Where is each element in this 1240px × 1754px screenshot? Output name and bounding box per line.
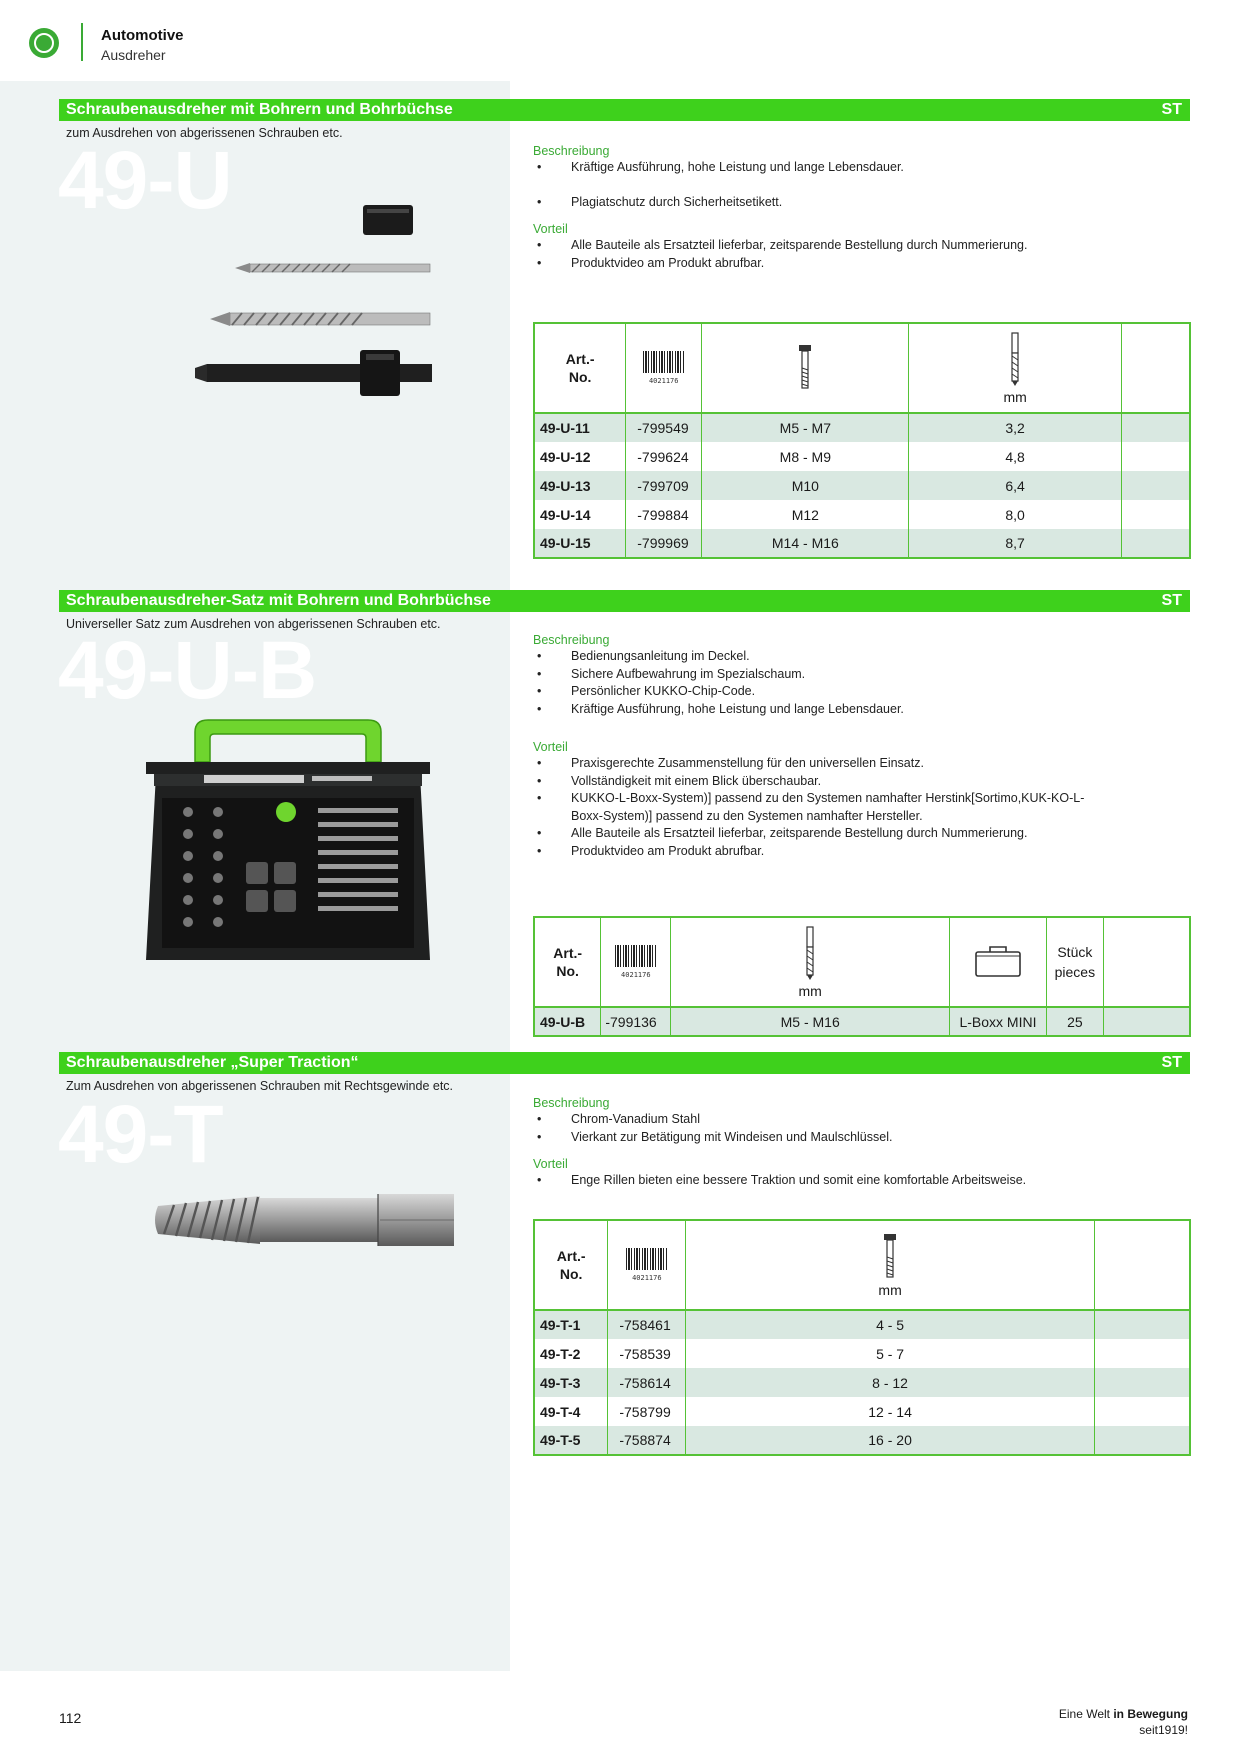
article-number: 49-T-1: [534, 1310, 608, 1339]
article-table-49-u: [533, 322, 1191, 559]
beschreibung-item: • Vierkant zur Betätigung mit Windeisen und Maulschlüssel.: [533, 1129, 1093, 1147]
beschreibung-item: • Plagiatschutz durch Sicherheitsetikett.: [533, 194, 1093, 212]
article-table-49-u-b: [533, 916, 1191, 1037]
pieces-label-en: pieces: [1054, 964, 1096, 980]
article-number: 49-U-B: [534, 1007, 601, 1036]
ean-suffix: -758799: [608, 1397, 686, 1426]
empty-cell: [1094, 1397, 1190, 1426]
ean-suffix: -799969: [626, 529, 702, 558]
kukko-logo-mark: [34, 33, 54, 53]
screw-size-header: [702, 323, 909, 413]
article-number: 49-T-4: [540, 1403, 581, 1420]
big-article-number: 49-T: [58, 1089, 223, 1180]
screw-size: 16 - 20: [686, 1426, 1095, 1455]
vorteil-heading: Vorteil: [533, 1157, 568, 1171]
ean-suffix: -758461: [608, 1310, 686, 1339]
beschreibung-item: • Kräftige Ausführung, hohe Leistung und lange Lebensdauer.: [533, 159, 1093, 177]
ean-suffix: -799709: [626, 471, 702, 500]
description-block: [533, 144, 1093, 272]
screw-size: M10: [702, 471, 909, 500]
drill-diameter: 8,7: [909, 529, 1121, 558]
barcode-number: 4021176: [632, 1273, 662, 1282]
st-badge: ST: [1161, 101, 1182, 118]
screw-size: 4 - 5: [686, 1310, 1095, 1339]
barcode-icon: [624, 1246, 670, 1282]
product-image-drills-extractor: [190, 200, 450, 410]
product-image-super-traction: [150, 1190, 460, 1250]
vorteil-heading: Vorteil: [533, 740, 568, 754]
barcode-header: [601, 917, 671, 1007]
ean-suffix: -758874: [608, 1426, 686, 1455]
empty-cell: [1121, 413, 1190, 442]
empty-cell: [1094, 1339, 1190, 1368]
unit-label: mm: [798, 982, 822, 999]
art-no-header: [534, 323, 626, 413]
pieces-label-de: Stück: [1057, 944, 1093, 960]
art-label: Art.-: [556, 1248, 586, 1264]
empty-header: [1103, 917, 1190, 1007]
section-subtitle: Universeller Satz zum Ausdrehen von abgerissenen Schrauben etc.: [66, 617, 441, 631]
article-number: 49-U-14: [540, 506, 591, 523]
empty-cell: [1121, 529, 1190, 558]
barcode-icon: [641, 349, 687, 385]
size-range: M5 - M16: [671, 1007, 950, 1036]
art-no-header: [534, 1220, 608, 1310]
drill-bit-icon: [1008, 332, 1022, 386]
beschreibung-item: • Sichere Aufbewahrung im Spezialschaum.: [533, 666, 1093, 684]
beschreibung-item: • Chrom-Vanadium Stahl: [533, 1111, 1093, 1129]
vorteil-item: • Enge Rillen bieten eine bessere Traktion und somit eine komfortable Arbeitsweise.: [533, 1172, 1093, 1190]
section-title-bar: [59, 590, 1190, 612]
table-row: [534, 500, 1190, 529]
drill-diameter: 8,0: [909, 500, 1121, 529]
art-label: Art.-: [565, 351, 595, 367]
empty-cell: [1094, 1426, 1190, 1455]
no-label: No.: [568, 369, 592, 385]
article-table-49-t: [533, 1219, 1191, 1456]
screw-size: M12: [702, 500, 909, 529]
empty-cell: [1121, 471, 1190, 500]
pieces-header: [1046, 917, 1103, 1007]
empty-cell: [1094, 1368, 1190, 1397]
empty-cell: [1121, 500, 1190, 529]
article-number: 49-T-2: [540, 1345, 581, 1362]
case-header: [950, 917, 1047, 1007]
table-header-row: [534, 323, 1190, 413]
screw-size: 8 - 12: [686, 1368, 1095, 1397]
empty-header: [1094, 1220, 1190, 1310]
big-article-number: 49-U: [58, 135, 232, 226]
article-number: 49-U-15: [534, 529, 626, 558]
ean-suffix: -758614: [608, 1368, 686, 1397]
table-header-row: [534, 1220, 1190, 1310]
footer-claim: [1059, 1706, 1188, 1738]
article-number: 49-U-12: [540, 448, 591, 465]
size-range-header: [671, 917, 950, 1007]
section-title: Schraubenausdreher „Super Traction“: [66, 1054, 359, 1071]
section-subtitle: zum Ausdrehen von abgerissenen Schrauben etc.: [66, 126, 343, 140]
page-number: 112: [59, 1710, 82, 1726]
table-row: [534, 1397, 1190, 1426]
unit-label: mm: [878, 1281, 902, 1298]
no-label: No.: [556, 963, 579, 979]
st-badge: ST: [1161, 1054, 1182, 1071]
vorteil-item: • Produktvideo am Produkt abrufbar.: [533, 255, 1093, 273]
beschreibung-item: • Bedienungsanleitung im Deckel.: [533, 648, 1093, 666]
st-badge: ST: [1161, 592, 1182, 609]
screw-icon: [797, 344, 813, 390]
article-number: 49-T-5: [534, 1426, 608, 1455]
header-divider: [81, 23, 83, 61]
ean-suffix: -799884: [626, 500, 702, 529]
beschreibung-heading: Beschreibung: [533, 633, 610, 647]
empty-header: [1121, 323, 1190, 413]
empty-cell: [1121, 442, 1190, 471]
ean-suffix: -799549: [626, 413, 702, 442]
header-category: Automotive: [101, 27, 184, 44]
screw-size: M8 - M9: [702, 442, 909, 471]
section-title: Schraubenausdreher-Satz mit Bohrern und Bohrbüchse: [66, 592, 491, 609]
table-row: [534, 1426, 1190, 1455]
screw-size: M14 - M16: [702, 529, 909, 558]
ean-suffix: -799136: [601, 1007, 671, 1036]
empty-cell: [1094, 1310, 1190, 1339]
piece-count: 25: [1046, 1007, 1103, 1036]
drill-diameter-header: [909, 323, 1121, 413]
drill-diameter: 3,2: [909, 413, 1121, 442]
art-no-header: [534, 917, 601, 1007]
section-subtitle: Zum Ausdrehen von abgerissenen Schrauben mit Rechtsgewinde etc.: [66, 1079, 454, 1093]
vorteil-item: • Vollständigkeit mit einem Blick überschaubar.: [533, 773, 1093, 791]
drill-diameter: 4,8: [909, 442, 1121, 471]
article-number: 49-U-11: [534, 413, 626, 442]
article-number: 49-T-3: [534, 1368, 608, 1397]
section-title-bar: [59, 99, 1190, 121]
table-row: [534, 1339, 1190, 1368]
table-row: [534, 413, 1190, 442]
ean-suffix: -758539: [608, 1339, 686, 1368]
table-row: [534, 1310, 1190, 1339]
drill-bit-icon: [803, 926, 817, 980]
claim-bold: in Bewegung: [1113, 1707, 1188, 1721]
product-image-lboxx-case: [138, 712, 438, 974]
vorteil-item: • Alle Bauteile als Ersatzteil lieferbar, zeitsparende Bestellung durch Nummerierung.: [533, 825, 1093, 843]
barcode-header: [608, 1220, 686, 1310]
barcode-number: 4021176: [648, 376, 679, 385]
vorteil-item: • Produktvideo am Produkt abrufbar.: [533, 843, 1093, 861]
drill-diameter: 6,4: [909, 471, 1121, 500]
vorteil-item: • Praxisgerechte Zusammenstellung für den universellen Einsatz.: [533, 755, 1093, 773]
beschreibung-heading: Beschreibung: [533, 1096, 610, 1110]
screw-size: 12 - 14: [686, 1397, 1095, 1426]
barcode-icon: [613, 943, 659, 979]
empty-cell: [1103, 1007, 1190, 1036]
screw-size: M5 - M7: [702, 413, 909, 442]
section-title-bar: [59, 1052, 1190, 1074]
table-row: [534, 1007, 1190, 1036]
barcode-header: [626, 323, 702, 413]
beschreibung-item: • Kräftige Ausführung, hohe Leistung und lange Lebensdauer.: [533, 701, 1093, 719]
table-header-row: [534, 917, 1190, 1007]
kukko-logo: [29, 28, 59, 58]
claim-since: seit1919!: [1139, 1723, 1188, 1737]
big-article-number: 49-U-B: [58, 625, 317, 716]
section-title: Schraubenausdreher mit Bohrern und Bohrbüchse: [66, 101, 453, 118]
table-row: [534, 529, 1190, 558]
table-row: [534, 442, 1190, 471]
description-block: [533, 1096, 1093, 1190]
page-header: [0, 0, 1240, 81]
art-label: Art.-: [553, 945, 583, 961]
case-type: L-Boxx MINI: [950, 1007, 1047, 1036]
table-row: [534, 471, 1190, 500]
header-subcategory: Ausdreher: [101, 47, 166, 63]
case-icon: [974, 944, 1022, 978]
screw-size-header: [686, 1220, 1095, 1310]
unit-label: mm: [1003, 388, 1027, 405]
no-label: No.: [559, 1266, 583, 1282]
description-block: [533, 633, 1093, 860]
article-number: 49-U-13: [534, 471, 626, 500]
vorteil-item: • Alle Bauteile als Ersatzteil lieferbar, zeitsparende Bestellung durch Nummerierung.: [533, 237, 1093, 255]
ean-suffix: -799624: [626, 442, 702, 471]
claim-prefix: Eine Welt: [1058, 1707, 1114, 1721]
screw-size: 5 - 7: [686, 1339, 1095, 1368]
barcode-number: 4021176: [621, 970, 651, 979]
vorteil-item: • KUKKO-L-Boxx-System)] passend zu den Systemen namhafter Herstink[Sortimo,KUK-KO-L-Boxx-System)] passend zu den Systemen namhafter Hersteller.: [533, 790, 1093, 825]
vorteil-heading: Vorteil: [533, 222, 568, 236]
screw-icon: [882, 1233, 898, 1279]
beschreibung-item: • Persönlicher KUKKO-Chip-Code.: [533, 683, 1093, 701]
beschreibung-heading: Beschreibung: [533, 144, 610, 158]
table-row: [534, 1368, 1190, 1397]
